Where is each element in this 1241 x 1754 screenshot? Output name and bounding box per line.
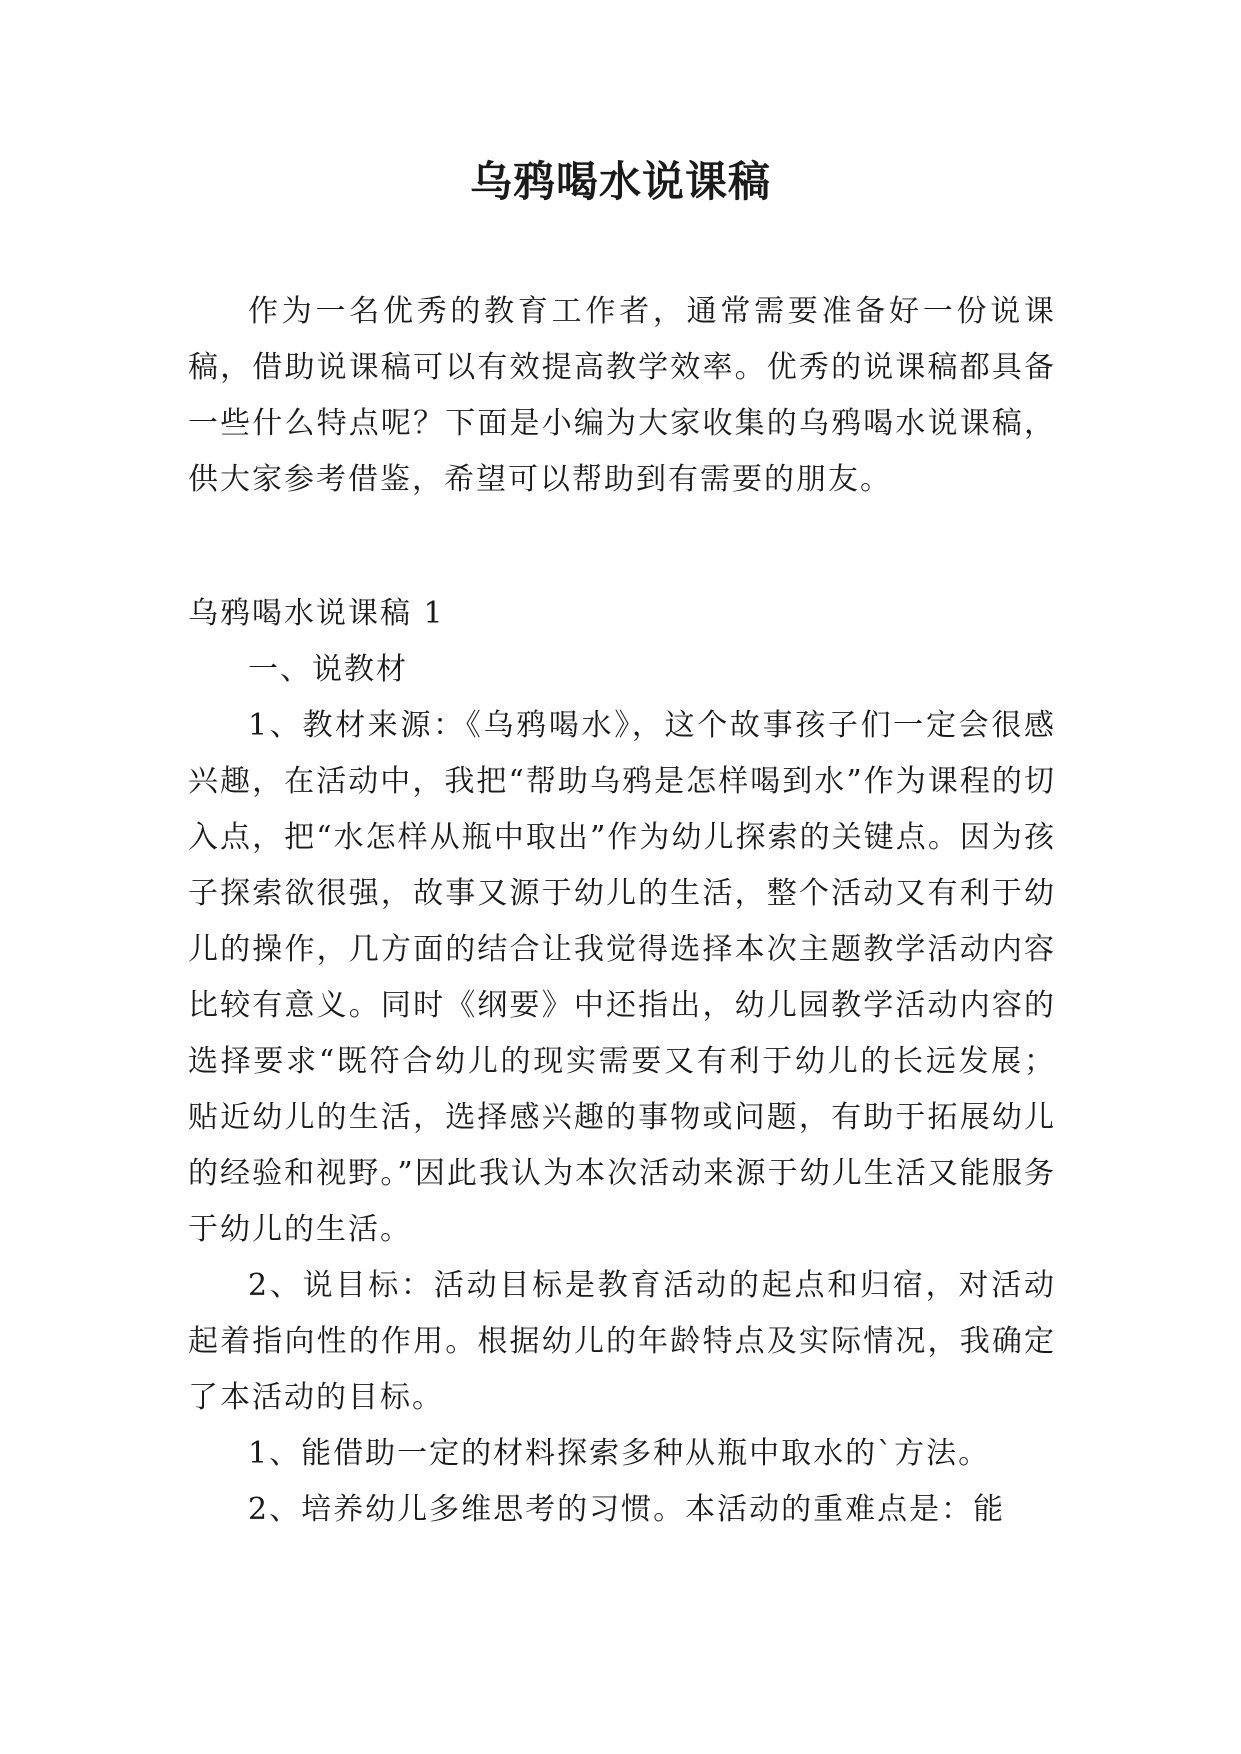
paragraph-objective-1: 1、能借助一定的材料探索多种从瓶中取水的`方法。 <box>248 1436 991 1471</box>
paragraph-objective-2: 2、培养幼儿多维思考的习惯。本活动的重难点是：能 <box>248 1492 1006 1527</box>
paragraph-heading-teaching-material: 一、说教材 <box>248 652 408 687</box>
document-title: 乌鸦喝水说课稿 <box>469 157 771 206</box>
paragraph-objectives: 2、说目标：活动目标是教育活动的起点和归宿，对活动起着指向性的作用。根据幼儿的年龄特点及实际情况，我确定了本活动的目标。 <box>188 1268 1056 1415</box>
paragraph-material-source: 1、教材来源：《乌鸦喝水》，这个故事孩子们一定会很感兴趣，在活动中，我把“帮助乌鸦是怎样喝到水”作为课程的切入点，把“水怎样从瓶中取出”作为幼儿探索的关键点。因为孩子探索欲很强，故事又源于幼儿的生活，整个活动又有利于幼儿的操作，几方面的结合让我觉得选择本次主题教学活动内容比较有意义。同时《纲要》中还指出，幼儿园教学活动内容的选择要求“既符合幼儿的现实需要又有利于幼儿的长远发展；贴近幼儿的生活，选择感兴趣的事物或问题，有助于拓展幼儿的经验和视野。”因此我认为本次活动来源于幼儿生活又能服务于幼儿的生活。 <box>188 708 1056 1247</box>
section-title: 乌鸦喝水说课稿 1 <box>188 596 445 631</box>
intro-block <box>188 284 1056 508</box>
section-block <box>188 586 1056 1538</box>
intro-paragraph: 作为一名优秀的教育工作者，通常需要准备好一份说课稿，借助说课稿可以有效提高教学效率。优秀的说课稿都具备一些什么特点呢？下面是小编为大家收集的乌鸦喝水说课稿，供大家参考借鉴，希望可以帮助到有需要的朋友。 <box>188 294 1056 497</box>
